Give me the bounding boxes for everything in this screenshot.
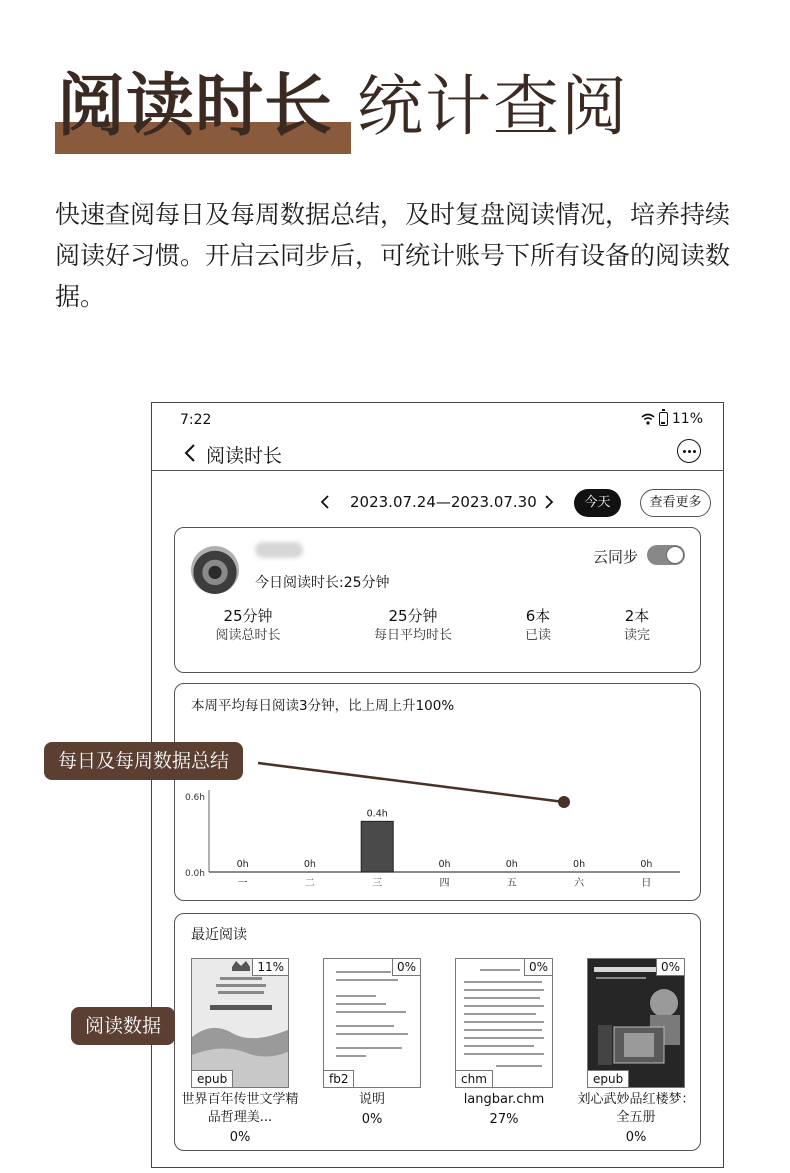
book-format-badge: epub	[192, 1070, 233, 1087]
data-label: 0h	[505, 859, 518, 870]
y-tick-label: 0.6h	[184, 793, 205, 803]
book-item[interactable]	[577, 958, 695, 1145]
battery-icon	[659, 412, 668, 426]
stat-label: 读完	[623, 628, 650, 643]
stat-books-finished	[602, 606, 672, 646]
data-label: 0.4h	[366, 808, 388, 820]
cover-text-line	[496, 1065, 542, 1067]
book-progress: 0%	[361, 1112, 383, 1127]
stat-value: 25分钟	[388, 607, 438, 625]
book-title: langbar.chm	[463, 1092, 545, 1107]
cover-text-line	[464, 981, 542, 983]
x-tick-label: 二	[304, 878, 315, 889]
date-navigator	[152, 489, 723, 519]
cover-text-line	[336, 1047, 402, 1049]
book-item[interactable]	[323, 958, 421, 1127]
device-screen	[151, 402, 724, 1168]
book-cover-art	[192, 959, 289, 1088]
cover-text-line	[336, 1011, 406, 1013]
book-format-badge: chm	[456, 1070, 493, 1087]
weekly-chart-card	[174, 683, 701, 901]
cloud-sync-label: 云同步	[593, 548, 639, 566]
stat-books-read	[503, 606, 573, 646]
daily-reading-chart	[175, 684, 700, 900]
book-cover[interactable]	[455, 958, 553, 1088]
next-week-icon[interactable]	[542, 491, 556, 513]
callout-summary: 每日及每周数据总结	[44, 742, 243, 780]
username-blurred	[255, 542, 303, 558]
x-tick-label: 六	[574, 878, 585, 889]
avatar	[191, 546, 239, 594]
data-label: 0h	[640, 859, 653, 870]
stat-value: 2本	[624, 607, 650, 625]
nav-bar	[152, 435, 723, 471]
stat-value: 6本	[525, 607, 551, 625]
wifi-icon	[641, 413, 655, 425]
cloud-sync-toggle[interactable]	[647, 545, 685, 565]
x-tick-label: 四	[439, 878, 450, 889]
headline-light-text: 统计查阅	[357, 68, 629, 145]
x-tick-label: 五	[506, 878, 517, 889]
y-tick-label: 0.0h	[184, 869, 205, 879]
more-options-icon[interactable]	[677, 439, 701, 463]
cover-text-line	[464, 989, 544, 991]
previous-week-icon[interactable]	[318, 491, 332, 513]
weekly-summary: 本周平均每日阅读3分钟，比上周上升100%	[191, 698, 455, 714]
stat-daily-average	[358, 606, 468, 646]
callout-reading-data: 阅读数据	[71, 1007, 175, 1045]
data-label: 0h	[303, 859, 316, 870]
stat-label: 每日平均时长	[373, 628, 452, 643]
status-time: 7:22	[180, 412, 212, 428]
profile-card	[174, 527, 701, 673]
data-label: 0h	[573, 859, 586, 870]
battery-percent: 11%	[671, 411, 703, 427]
cover-text-line	[464, 997, 540, 999]
stat-value: 25分钟	[223, 607, 273, 625]
date-range: 2023.07.24—2023.07.30	[350, 493, 537, 511]
book-cover-percent: 0%	[656, 959, 684, 976]
book-item[interactable]	[181, 958, 299, 1145]
cover-text-line	[336, 979, 398, 981]
status-indicators	[641, 411, 703, 427]
data-label: 0h	[236, 859, 249, 870]
cover-text-line	[464, 1029, 542, 1031]
cover-text-line	[464, 1013, 536, 1015]
book-progress: 27%	[489, 1112, 519, 1127]
x-tick-label: 一	[237, 878, 248, 889]
book-cover[interactable]	[587, 958, 685, 1088]
cover-text-line	[480, 969, 520, 971]
recent-reading-title: 最近阅读	[191, 927, 247, 943]
chart-bar	[361, 821, 393, 872]
book-item[interactable]	[455, 958, 553, 1127]
book-cover-percent: 0%	[392, 959, 420, 976]
headline	[55, 62, 755, 154]
book-title: 世界百年传世文学精品哲理美...	[181, 1092, 299, 1125]
back-arrow-icon[interactable]	[182, 442, 200, 464]
book-cover[interactable]	[191, 958, 289, 1088]
stat-total-time	[193, 606, 303, 646]
cover-text-line	[336, 1033, 408, 1035]
cover-text-line	[464, 1037, 544, 1039]
data-label: 0h	[438, 859, 451, 870]
book-cover[interactable]	[323, 958, 421, 1088]
book-progress: 0%	[229, 1130, 251, 1145]
cover-text-line	[336, 971, 391, 973]
cover-text-line	[336, 1055, 366, 1057]
book-title: 刘心武妙品红楼梦：全五册	[577, 1092, 695, 1125]
today-reading-time: 今日阅读时长:25分钟	[255, 575, 390, 591]
cover-text-line	[464, 1045, 534, 1047]
recent-reading-card	[174, 913, 701, 1151]
cover-text-line	[464, 1053, 544, 1055]
page-title: 阅读时长	[206, 445, 283, 467]
cover-text-line	[464, 1005, 544, 1007]
book-title: 说明	[358, 1092, 385, 1107]
x-tick-label: 日	[641, 878, 652, 889]
headline-bold-text: 阅读时长	[57, 67, 334, 146]
book-progress: 0%	[625, 1130, 647, 1145]
view-more-button[interactable]: 查看更多	[640, 489, 711, 517]
cover-text-line	[336, 1025, 394, 1027]
book-format-badge: epub	[588, 1070, 629, 1087]
cover-text-line	[336, 995, 376, 997]
cover-text-line	[464, 1021, 544, 1023]
stat-label: 已读	[524, 628, 551, 643]
today-button[interactable]: 今天	[574, 489, 621, 517]
book-format-badge: fb2	[324, 1070, 354, 1087]
cover-text-line	[336, 1003, 386, 1005]
book-cover-art	[588, 959, 685, 1088]
intro-paragraph: 快速查阅每日及每周数据总结，及时复盘阅读情况，培养持续阅读好习惯。开启云同步后，可统计账号下所有设备的阅读数据。	[55, 200, 731, 311]
status-bar	[152, 403, 723, 437]
stat-label: 阅读总时长	[215, 628, 281, 643]
x-tick-label: 三	[372, 878, 383, 889]
book-cover-percent: 11%	[252, 959, 288, 976]
book-cover-percent: 0%	[524, 959, 552, 976]
